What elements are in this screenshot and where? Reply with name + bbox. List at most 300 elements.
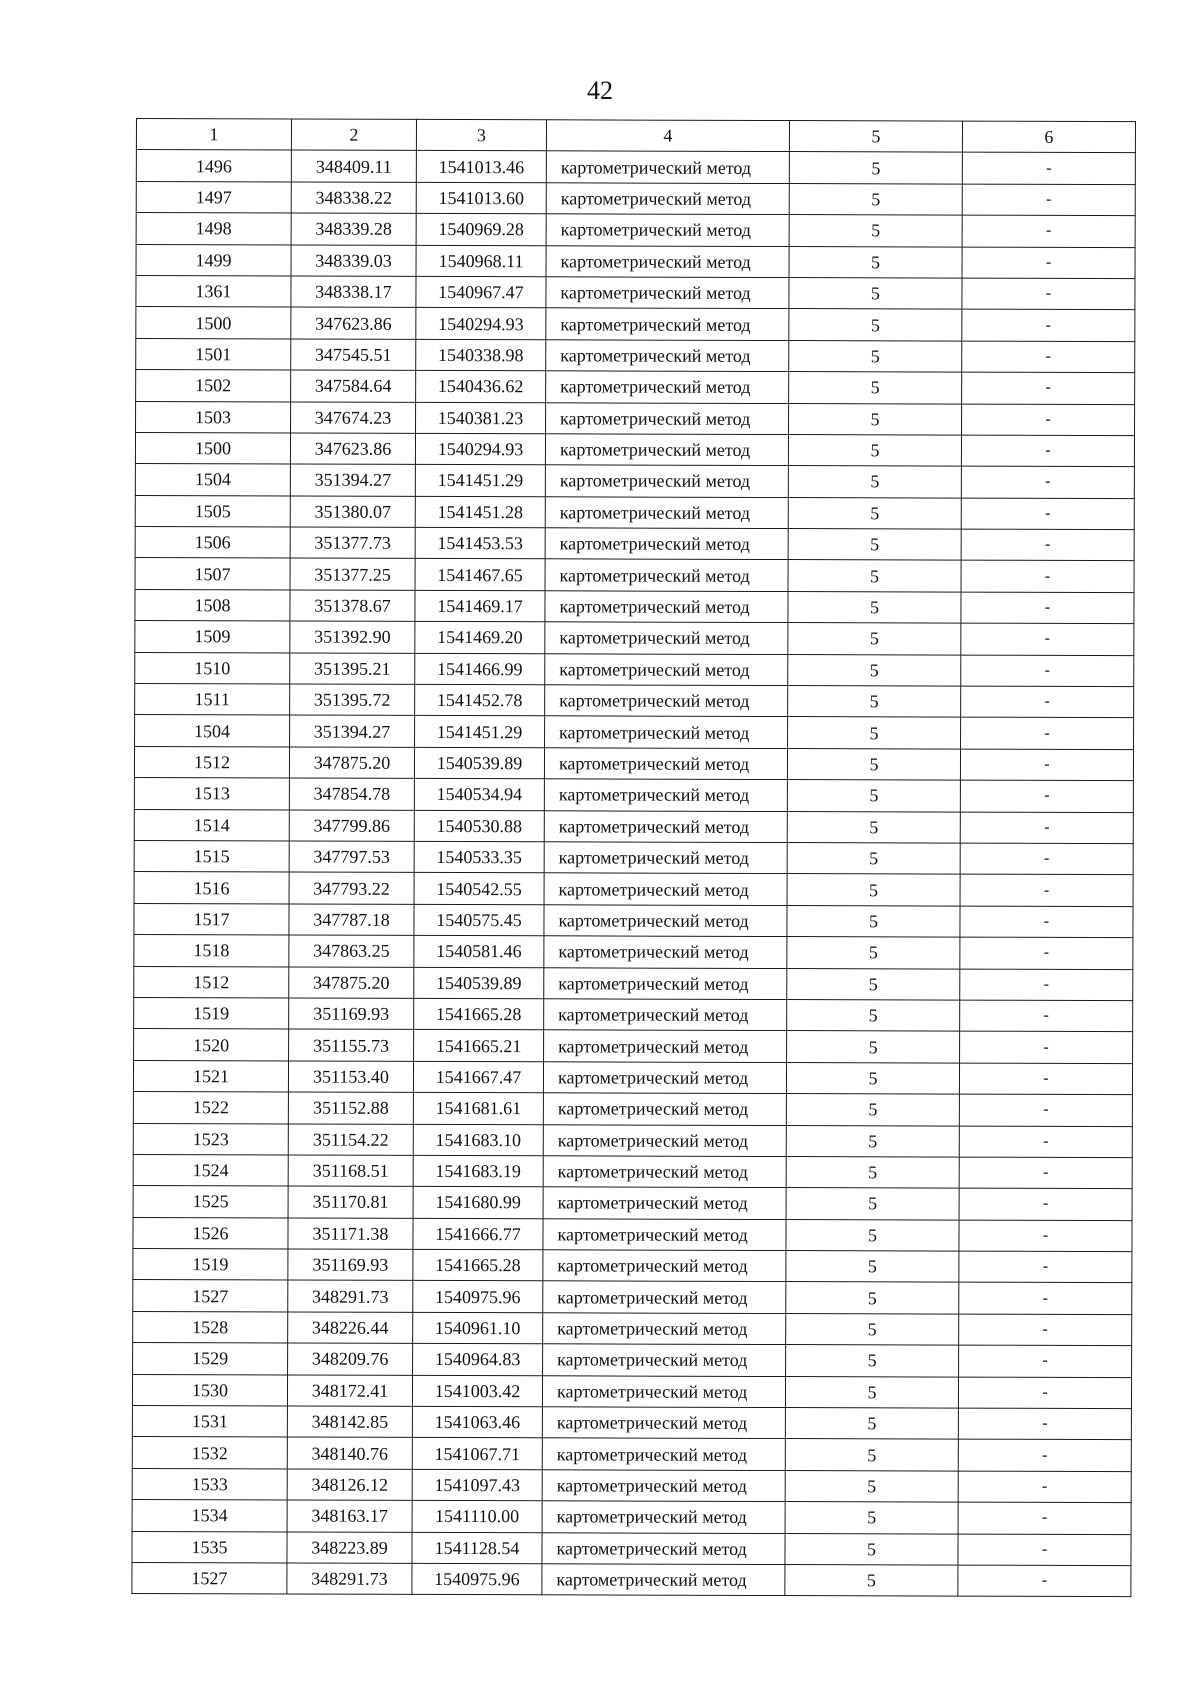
cell-accuracy: 5 bbox=[785, 1533, 958, 1565]
table-row bbox=[133, 1280, 1132, 1315]
cell-x-coordinate: 347854.78 bbox=[289, 778, 414, 810]
cell-method: картометрический метод bbox=[544, 905, 787, 937]
cell-x-coordinate: 351380.07 bbox=[290, 496, 415, 528]
cell-point-number: 1520 bbox=[134, 1029, 289, 1061]
cell-point-number: 1526 bbox=[133, 1217, 288, 1249]
cell-y-coordinate: 1540961.10 bbox=[413, 1312, 543, 1344]
table-row bbox=[135, 527, 1134, 562]
cell-accuracy: 5 bbox=[788, 466, 961, 498]
cell-y-coordinate: 1541467.65 bbox=[415, 559, 545, 591]
cell-y-coordinate: 1541683.19 bbox=[413, 1155, 543, 1187]
cell-point-number: 1505 bbox=[135, 495, 290, 527]
table-row bbox=[134, 1029, 1133, 1064]
cell-x-coordinate: 351169.93 bbox=[288, 1249, 413, 1281]
cell-x-coordinate: 351392.90 bbox=[290, 621, 415, 653]
cell-x-coordinate: 347623.86 bbox=[290, 433, 415, 465]
cell-point-number: 1504 bbox=[135, 464, 290, 496]
cell-note: - bbox=[959, 1188, 1132, 1220]
cell-note: - bbox=[962, 215, 1135, 247]
cell-method: картометрический метод bbox=[545, 653, 788, 685]
cell-y-coordinate: 1540542.55 bbox=[414, 873, 544, 905]
cell-point-number: 1523 bbox=[133, 1123, 288, 1155]
cell-x-coordinate: 348209.76 bbox=[288, 1343, 413, 1375]
cell-method: картометрический метод bbox=[542, 1470, 785, 1502]
table-row bbox=[135, 558, 1134, 593]
cell-y-coordinate: 1540539.89 bbox=[414, 747, 544, 779]
cell-y-coordinate: 1540294.93 bbox=[415, 433, 545, 465]
cell-accuracy: 5 bbox=[787, 874, 960, 906]
table-row bbox=[135, 621, 1134, 656]
cell-note: - bbox=[961, 561, 1134, 593]
column-header-x-coordinate: 2 bbox=[291, 119, 416, 151]
cell-accuracy: 5 bbox=[788, 686, 961, 718]
cell-note: - bbox=[958, 1439, 1131, 1471]
cell-note: - bbox=[962, 372, 1135, 404]
table-row bbox=[134, 746, 1133, 781]
cell-y-coordinate: 1541451.29 bbox=[415, 716, 545, 748]
cell-point-number: 1517 bbox=[134, 903, 289, 935]
cell-method: картометрический метод bbox=[546, 402, 789, 434]
page-number: 42 bbox=[587, 76, 613, 105]
cell-method: картометрический метод bbox=[545, 434, 788, 466]
cell-y-coordinate: 1540581.46 bbox=[414, 936, 544, 968]
cell-note: - bbox=[961, 718, 1134, 750]
cell-x-coordinate: 348339.03 bbox=[291, 245, 416, 277]
cell-method: картометрический метод bbox=[543, 1093, 786, 1125]
cell-method: картометрический метод bbox=[542, 1564, 785, 1596]
cell-x-coordinate: 351153.40 bbox=[288, 1061, 413, 1093]
cell-x-coordinate: 347674.23 bbox=[291, 402, 416, 434]
cell-x-coordinate: 348140.76 bbox=[287, 1437, 412, 1469]
cell-accuracy: 5 bbox=[787, 1031, 960, 1063]
cell-point-number: 1500 bbox=[136, 307, 291, 339]
table-row bbox=[135, 715, 1134, 750]
column-header-method: 4 bbox=[546, 120, 789, 152]
cell-accuracy: 5 bbox=[788, 497, 961, 529]
cell-accuracy: 5 bbox=[788, 591, 961, 623]
column-header-point-number: 1 bbox=[136, 119, 291, 151]
cell-x-coordinate: 351171.38 bbox=[288, 1218, 413, 1250]
cell-x-coordinate: 351152.88 bbox=[288, 1092, 413, 1124]
table-row bbox=[132, 1406, 1131, 1441]
cell-method: картометрический метод bbox=[546, 245, 789, 277]
cell-y-coordinate: 1540294.93 bbox=[416, 308, 546, 340]
cell-point-number: 1508 bbox=[135, 589, 290, 621]
cell-point-number: 1516 bbox=[134, 872, 289, 904]
cell-x-coordinate: 348226.44 bbox=[288, 1312, 413, 1344]
cell-accuracy: 5 bbox=[786, 1156, 959, 1188]
cell-method: картометрический метод bbox=[546, 308, 789, 340]
cell-y-coordinate: 1541063.46 bbox=[412, 1406, 542, 1438]
cell-method: картометрический метод bbox=[544, 810, 787, 842]
cell-note: - bbox=[958, 1471, 1131, 1503]
cell-note: - bbox=[960, 749, 1133, 781]
cell-note: - bbox=[961, 529, 1134, 561]
cell-method: картометрический метод bbox=[543, 1062, 786, 1094]
table-row bbox=[133, 1217, 1132, 1252]
cell-method: картометрический метод bbox=[542, 1407, 785, 1439]
cell-x-coordinate: 348163.17 bbox=[287, 1500, 412, 1532]
table-row bbox=[136, 244, 1135, 279]
cell-y-coordinate: 1540338.98 bbox=[416, 339, 546, 371]
cell-method: картометрический метод bbox=[543, 1313, 786, 1345]
cell-accuracy: 5 bbox=[789, 403, 962, 435]
column-header-note: 6 bbox=[962, 121, 1135, 153]
cell-y-coordinate: 1541666.77 bbox=[413, 1218, 543, 1250]
cell-x-coordinate: 351154.22 bbox=[288, 1123, 413, 1155]
cell-x-coordinate: 348172.41 bbox=[287, 1375, 412, 1407]
table-row bbox=[135, 432, 1134, 467]
cell-point-number: 1522 bbox=[133, 1092, 288, 1124]
cell-accuracy: 5 bbox=[788, 717, 961, 749]
cell-method: картометрический метод bbox=[545, 591, 788, 623]
cell-point-number: 1515 bbox=[134, 840, 289, 872]
table-row bbox=[133, 1311, 1132, 1346]
cell-method: картометрический метод bbox=[545, 496, 788, 528]
cell-point-number: 1527 bbox=[133, 1280, 288, 1312]
cell-point-number: 1512 bbox=[134, 746, 289, 778]
cell-accuracy: 5 bbox=[788, 654, 961, 686]
cell-y-coordinate: 1540530.88 bbox=[414, 810, 544, 842]
cell-y-coordinate: 1541453.53 bbox=[415, 527, 545, 559]
cell-y-coordinate: 1541681.61 bbox=[413, 1092, 543, 1124]
cell-note: - bbox=[959, 1220, 1132, 1252]
cell-x-coordinate: 347545.51 bbox=[291, 339, 416, 371]
cell-point-number: 1504 bbox=[135, 715, 290, 747]
cell-note: - bbox=[961, 592, 1134, 624]
table-row bbox=[136, 181, 1135, 216]
cell-accuracy: 5 bbox=[789, 372, 962, 404]
cell-x-coordinate: 351155.73 bbox=[289, 1029, 414, 1061]
cell-accuracy: 5 bbox=[786, 1313, 959, 1345]
cell-y-coordinate: 1541067.71 bbox=[412, 1438, 542, 1470]
cell-method: картометрический метод bbox=[546, 277, 789, 309]
cell-y-coordinate: 1541451.29 bbox=[415, 465, 545, 497]
cell-method: картометрический метод bbox=[545, 685, 788, 717]
cell-y-coordinate: 1540975.96 bbox=[413, 1281, 543, 1313]
cell-note: - bbox=[958, 1534, 1131, 1566]
cell-x-coordinate: 348142.85 bbox=[287, 1406, 412, 1438]
cell-point-number: 1519 bbox=[134, 997, 289, 1029]
cell-point-number: 1533 bbox=[132, 1468, 287, 1500]
cell-point-number: 1532 bbox=[132, 1437, 287, 1469]
cell-y-coordinate: 1540967.47 bbox=[416, 276, 546, 308]
cell-note: - bbox=[958, 1565, 1131, 1597]
table-row bbox=[136, 401, 1135, 436]
cell-x-coordinate: 348126.12 bbox=[287, 1469, 412, 1501]
table-row bbox=[136, 213, 1135, 248]
cell-x-coordinate: 347623.86 bbox=[291, 307, 416, 339]
cell-method: картометрический метод bbox=[542, 1501, 785, 1533]
cell-point-number: 1535 bbox=[132, 1531, 287, 1563]
cell-note: - bbox=[960, 812, 1133, 844]
cell-accuracy: 5 bbox=[785, 1565, 958, 1597]
cell-x-coordinate: 351395.21 bbox=[290, 653, 415, 685]
table-row bbox=[132, 1437, 1131, 1472]
cell-y-coordinate: 1541110.00 bbox=[412, 1501, 542, 1533]
cell-accuracy: 5 bbox=[786, 1125, 959, 1157]
cell-note: - bbox=[961, 686, 1134, 718]
cell-method: картометрический метод bbox=[545, 465, 788, 497]
cell-point-number: 1496 bbox=[136, 150, 291, 182]
cell-note: - bbox=[959, 1314, 1132, 1346]
cell-point-number: 1501 bbox=[136, 338, 291, 370]
cell-accuracy: 5 bbox=[789, 309, 962, 341]
cell-note: - bbox=[961, 623, 1134, 655]
table-row bbox=[134, 997, 1133, 1032]
cell-accuracy: 5 bbox=[789, 215, 962, 247]
cell-note: - bbox=[961, 498, 1134, 530]
table-row bbox=[135, 589, 1134, 624]
cell-note: - bbox=[960, 780, 1133, 812]
cell-point-number: 1498 bbox=[136, 213, 291, 245]
table-row bbox=[133, 1249, 1132, 1284]
cell-y-coordinate: 1540534.94 bbox=[414, 779, 544, 811]
cell-x-coordinate: 348291.73 bbox=[288, 1280, 413, 1312]
cell-accuracy: 5 bbox=[789, 246, 962, 278]
cell-y-coordinate: 1541466.99 bbox=[415, 653, 545, 685]
cell-note: - bbox=[961, 655, 1134, 687]
cell-accuracy: 5 bbox=[789, 340, 962, 372]
table-body bbox=[132, 150, 1136, 1597]
cell-note: - bbox=[962, 278, 1135, 310]
cell-note: - bbox=[959, 1251, 1132, 1283]
cell-point-number: 1521 bbox=[133, 1060, 288, 1092]
cell-point-number: 1510 bbox=[135, 652, 290, 684]
cell-method: картометрический метод bbox=[545, 528, 788, 560]
cell-y-coordinate: 1540436.62 bbox=[416, 371, 546, 403]
cell-note: - bbox=[959, 1126, 1132, 1158]
cell-note: - bbox=[959, 1063, 1132, 1095]
cell-x-coordinate: 348339.28 bbox=[291, 213, 416, 245]
header-row bbox=[136, 119, 1135, 154]
cell-point-number: 1525 bbox=[133, 1186, 288, 1218]
cell-accuracy: 5 bbox=[787, 937, 960, 969]
cell-y-coordinate: 1541665.28 bbox=[413, 1249, 543, 1281]
cell-x-coordinate: 351377.25 bbox=[290, 558, 415, 590]
cell-x-coordinate: 347787.18 bbox=[289, 904, 414, 936]
table-row bbox=[134, 778, 1133, 813]
cell-x-coordinate: 348291.73 bbox=[287, 1563, 412, 1595]
cell-note: - bbox=[962, 404, 1135, 436]
cell-x-coordinate: 347875.20 bbox=[289, 967, 414, 999]
cell-point-number: 1524 bbox=[133, 1154, 288, 1186]
cell-y-coordinate: 1541469.17 bbox=[415, 590, 545, 622]
table-row bbox=[136, 275, 1135, 310]
cell-point-number: 1518 bbox=[134, 935, 289, 967]
cell-y-coordinate: 1540964.83 bbox=[413, 1344, 543, 1376]
column-header-accuracy: 5 bbox=[789, 121, 962, 153]
table-row bbox=[136, 370, 1135, 405]
cell-x-coordinate: 348223.89 bbox=[287, 1532, 412, 1564]
cell-y-coordinate: 1541665.21 bbox=[414, 1030, 544, 1062]
cell-x-coordinate: 351395.72 bbox=[290, 684, 415, 716]
cell-note: - bbox=[959, 1157, 1132, 1189]
cell-accuracy: 5 bbox=[786, 1219, 959, 1251]
cell-accuracy: 5 bbox=[788, 529, 961, 561]
cell-y-coordinate: 1541097.43 bbox=[412, 1469, 542, 1501]
table-row bbox=[133, 1186, 1132, 1221]
cell-point-number: 1500 bbox=[135, 432, 290, 464]
cell-y-coordinate: 1541451.28 bbox=[415, 496, 545, 528]
table-row bbox=[132, 1374, 1131, 1409]
cell-note: - bbox=[962, 152, 1135, 184]
table-row bbox=[134, 872, 1133, 907]
cell-y-coordinate: 1541003.42 bbox=[412, 1375, 542, 1407]
table-row bbox=[133, 1154, 1132, 1189]
table-row bbox=[133, 1092, 1132, 1127]
cell-y-coordinate: 1541128.54 bbox=[412, 1532, 542, 1564]
table-row bbox=[132, 1562, 1131, 1597]
cell-accuracy: 5 bbox=[785, 1502, 958, 1534]
cell-method: картометрический метод bbox=[546, 371, 789, 403]
cell-x-coordinate: 347793.22 bbox=[289, 872, 414, 904]
cell-note: - bbox=[960, 969, 1133, 1001]
cell-y-coordinate: 1541680.99 bbox=[413, 1187, 543, 1219]
cell-x-coordinate: 347584.64 bbox=[291, 370, 416, 402]
table-row bbox=[132, 1531, 1131, 1566]
cell-note: - bbox=[960, 843, 1133, 875]
cell-method: картометрический метод bbox=[543, 1250, 786, 1282]
table-row bbox=[135, 652, 1134, 687]
cell-accuracy: 5 bbox=[785, 1408, 958, 1440]
cell-method: картометрический метод bbox=[544, 873, 787, 905]
cell-note: - bbox=[958, 1408, 1131, 1440]
table-row bbox=[136, 307, 1135, 342]
cell-accuracy: 5 bbox=[786, 1062, 959, 1094]
cell-accuracy: 5 bbox=[787, 748, 960, 780]
cell-method: картометрический метод bbox=[543, 1124, 786, 1156]
cell-point-number: 1511 bbox=[135, 684, 290, 716]
cell-accuracy: 5 bbox=[788, 623, 961, 655]
cell-point-number: 1507 bbox=[135, 558, 290, 590]
cell-y-coordinate: 1540533.35 bbox=[414, 841, 544, 873]
cell-method: картометрический метод bbox=[543, 1156, 786, 1188]
cell-method: картометрический метод bbox=[542, 1375, 785, 1407]
cell-y-coordinate: 1540575.45 bbox=[414, 904, 544, 936]
table-row bbox=[133, 1060, 1132, 1095]
cell-accuracy: 5 bbox=[786, 1345, 959, 1377]
cell-point-number: 1529 bbox=[133, 1343, 288, 1375]
cell-y-coordinate: 1540968.11 bbox=[416, 245, 546, 277]
cell-y-coordinate: 1541683.10 bbox=[413, 1124, 543, 1156]
cell-method: картометрический метод bbox=[543, 1218, 786, 1250]
cell-note: - bbox=[959, 1345, 1132, 1377]
cell-accuracy: 5 bbox=[785, 1376, 958, 1408]
cell-note: - bbox=[960, 937, 1133, 969]
cell-note: - bbox=[960, 1000, 1133, 1032]
cell-note: - bbox=[961, 466, 1134, 498]
cell-method: картометрический метод bbox=[543, 1281, 786, 1313]
coordinates-table bbox=[131, 118, 1136, 1597]
cell-x-coordinate: 351170.81 bbox=[288, 1186, 413, 1218]
cell-accuracy: 5 bbox=[787, 905, 960, 937]
table-row bbox=[132, 1500, 1131, 1535]
cell-y-coordinate: 1541665.28 bbox=[414, 998, 544, 1030]
cell-accuracy: 5 bbox=[788, 560, 961, 592]
cell-point-number: 1528 bbox=[133, 1311, 288, 1343]
cell-x-coordinate: 351394.27 bbox=[290, 464, 415, 496]
cell-accuracy: 5 bbox=[789, 183, 962, 215]
cell-method: картометрический метод bbox=[546, 340, 789, 372]
cell-x-coordinate: 351168.51 bbox=[288, 1155, 413, 1187]
cell-point-number: 1506 bbox=[135, 527, 290, 559]
cell-note: - bbox=[959, 1094, 1132, 1126]
cell-accuracy: 5 bbox=[786, 1188, 959, 1220]
cell-x-coordinate: 351378.67 bbox=[290, 590, 415, 622]
table-row bbox=[132, 1468, 1131, 1503]
cell-point-number: 1514 bbox=[134, 809, 289, 841]
table-row bbox=[133, 1343, 1132, 1378]
table-row bbox=[135, 684, 1134, 719]
cell-point-number: 1530 bbox=[132, 1374, 287, 1406]
cell-y-coordinate: 1540539.89 bbox=[414, 967, 544, 999]
cell-method: картометрический метод bbox=[543, 1187, 786, 1219]
cell-point-number: 1534 bbox=[132, 1500, 287, 1532]
cell-method: картометрический метод bbox=[544, 936, 787, 968]
cell-y-coordinate: 1541667.47 bbox=[413, 1061, 543, 1093]
cell-note: - bbox=[960, 874, 1133, 906]
cell-y-coordinate: 1541013.46 bbox=[416, 151, 546, 183]
cell-x-coordinate: 347875.20 bbox=[289, 747, 414, 779]
cell-method: картометрический метод bbox=[542, 1532, 785, 1564]
cell-accuracy: 5 bbox=[789, 278, 962, 310]
cell-note: - bbox=[960, 1031, 1133, 1063]
cell-point-number: 1527 bbox=[132, 1562, 287, 1594]
cell-x-coordinate: 348409.11 bbox=[291, 150, 416, 182]
table-row bbox=[135, 464, 1134, 499]
cell-method: картометрический метод bbox=[543, 1344, 786, 1376]
cell-method: картометрический метод bbox=[542, 1438, 785, 1470]
cell-accuracy: 5 bbox=[787, 843, 960, 875]
cell-point-number: 1503 bbox=[136, 401, 291, 433]
cell-accuracy: 5 bbox=[787, 999, 960, 1031]
cell-note: - bbox=[962, 309, 1135, 341]
table-row bbox=[134, 840, 1133, 875]
cell-accuracy: 5 bbox=[787, 780, 960, 812]
table-row bbox=[134, 903, 1133, 938]
cell-method: картометрический метод bbox=[546, 183, 789, 215]
cell-x-coordinate: 351394.27 bbox=[290, 715, 415, 747]
cell-accuracy: 5 bbox=[787, 811, 960, 843]
cell-note: - bbox=[962, 341, 1135, 373]
table-row bbox=[134, 935, 1133, 970]
cell-note: - bbox=[958, 1377, 1131, 1409]
column-header-y-coordinate: 3 bbox=[416, 119, 546, 151]
cell-method: картометрический метод bbox=[545, 716, 788, 748]
cell-method: картометрический метод bbox=[544, 748, 787, 780]
cell-method: картометрический метод bbox=[546, 151, 789, 183]
cell-accuracy: 5 bbox=[786, 1094, 959, 1126]
cell-method: картометрический метод bbox=[545, 559, 788, 591]
cell-y-coordinate: 1541469.20 bbox=[415, 622, 545, 654]
cell-method: картометрический метод bbox=[544, 1030, 787, 1062]
cell-x-coordinate: 348338.17 bbox=[291, 276, 416, 308]
cell-method: картометрический метод bbox=[544, 967, 787, 999]
cell-accuracy: 5 bbox=[785, 1439, 958, 1471]
cell-method: картометрический метод bbox=[544, 842, 787, 874]
cell-point-number: 1509 bbox=[135, 621, 290, 653]
cell-accuracy: 5 bbox=[789, 152, 962, 184]
cell-point-number: 1512 bbox=[134, 966, 289, 998]
cell-y-coordinate: 1540969.28 bbox=[416, 214, 546, 246]
cell-x-coordinate: 347863.25 bbox=[289, 935, 414, 967]
cell-method: картометрический метод bbox=[546, 214, 789, 246]
cell-point-number: 1531 bbox=[132, 1406, 287, 1438]
cell-accuracy: 5 bbox=[787, 968, 960, 1000]
cell-point-number: 1499 bbox=[136, 244, 291, 276]
cell-point-number: 1513 bbox=[134, 778, 289, 810]
